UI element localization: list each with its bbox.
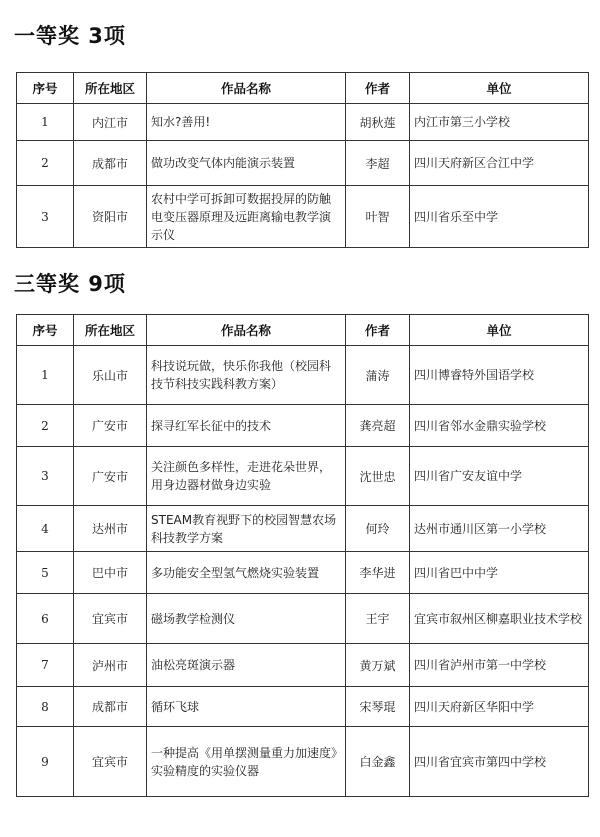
header-work: 作品名称 (147, 73, 346, 104)
header-work: 作品名称 (147, 315, 346, 346)
cell-author: 蒲涛 (346, 346, 410, 405)
table-row (17, 447, 589, 506)
header-unit: 单位 (410, 73, 589, 104)
cell-author: 龚亮超 (346, 405, 410, 447)
cell-work: STEAM教育视野下的校园智慧农场科技教学方案 (147, 506, 346, 552)
cell-unit: 四川省广安友谊中学 (410, 447, 589, 506)
cell-author: 李超 (346, 141, 410, 186)
cell-no: 9 (17, 727, 74, 797)
cell-work: 农村中学可拆卸可数据投屏的防触电变压器原理及远距离输电教学演示仪 (147, 186, 346, 248)
cell-unit: 四川天府新区合江中学 (410, 141, 589, 186)
third-prize-title: 三等奖 9项 (14, 272, 126, 296)
cell-work: 知水?善用! (147, 104, 346, 141)
cell-region: 广安市 (74, 405, 147, 447)
first-prize-table (16, 72, 589, 248)
table-row (17, 104, 589, 141)
cell-unit: 四川省巴中中学 (410, 552, 589, 594)
cell-no: 6 (17, 594, 74, 644)
cell-region: 广安市 (74, 447, 147, 506)
cell-author: 宋琴琨 (346, 687, 410, 727)
cell-unit: 四川博睿特外国语学校 (410, 346, 589, 405)
cell-unit: 宜宾市叙州区柳嘉职业技术学校 (410, 594, 589, 644)
header-region: 所在地区 (74, 73, 147, 104)
cell-region: 资阳市 (74, 186, 147, 248)
cell-unit: 内江市第三小学校 (410, 104, 589, 141)
table-row (17, 346, 589, 405)
table-row (17, 405, 589, 447)
header-author: 作者 (346, 315, 410, 346)
header-author: 作者 (346, 73, 410, 104)
cell-work: 科技说玩做，快乐你我他（校园科技节科技实践科教方案） (147, 346, 346, 405)
header-unit: 单位 (410, 315, 589, 346)
cell-work: 关注颜色多样性，走进花朵世界，用身边器材做身边实验 (147, 447, 346, 506)
cell-no: 5 (17, 552, 74, 594)
table-row (17, 644, 589, 687)
cell-region: 宜宾市 (74, 727, 147, 797)
table-header-row (17, 315, 589, 346)
cell-work: 循环飞球 (147, 687, 346, 727)
cell-work: 磁场教学检测仪 (147, 594, 346, 644)
cell-author: 王宇 (346, 594, 410, 644)
cell-unit: 四川省邻水金鼎实验学校 (410, 405, 589, 447)
cell-region: 泸州市 (74, 644, 147, 687)
table-header-row (17, 73, 589, 104)
cell-author: 何玲 (346, 506, 410, 552)
cell-author: 黄万斌 (346, 644, 410, 687)
cell-region: 巴中市 (74, 552, 147, 594)
cell-work: 一种提高《用单摆测量重力加速度》实验精度的实验仪器 (147, 727, 346, 797)
cell-no: 2 (17, 405, 74, 447)
cell-unit: 四川省宜宾市第四中学校 (410, 727, 589, 797)
header-region: 所在地区 (74, 315, 147, 346)
cell-region: 成都市 (74, 687, 147, 727)
cell-unit: 达州市通川区第一小学校 (410, 506, 589, 552)
cell-author: 胡秋莲 (346, 104, 410, 141)
cell-region: 乐山市 (74, 346, 147, 405)
cell-author: 李华进 (346, 552, 410, 594)
table-row (17, 594, 589, 644)
cell-unit: 四川天府新区华阳中学 (410, 687, 589, 727)
table-row (17, 141, 589, 186)
header-no: 序号 (17, 73, 74, 104)
cell-author: 叶智 (346, 186, 410, 248)
cell-no: 3 (17, 186, 74, 248)
table-row (17, 186, 589, 248)
cell-author: 白金鑫 (346, 727, 410, 797)
cell-unit: 四川省乐至中学 (410, 186, 589, 248)
header-no: 序号 (17, 315, 74, 346)
cell-work: 探寻红军长征中的技术 (147, 405, 346, 447)
cell-author: 沈世忠 (346, 447, 410, 506)
cell-no: 3 (17, 447, 74, 506)
table-row (17, 727, 589, 797)
cell-unit: 四川省泸州市第一中学校 (410, 644, 589, 687)
cell-region: 成都市 (74, 141, 147, 186)
cell-work: 做功改变气体内能演示装置 (147, 141, 346, 186)
cell-no: 1 (17, 104, 74, 141)
first-prize-title: 一等奖 3项 (14, 24, 126, 48)
cell-region: 达州市 (74, 506, 147, 552)
cell-no: 7 (17, 644, 74, 687)
cell-no: 4 (17, 506, 74, 552)
cell-region: 内江市 (74, 104, 147, 141)
cell-work: 多功能安全型氢气燃烧实验装置 (147, 552, 346, 594)
cell-no: 8 (17, 687, 74, 727)
third-prize-table (16, 314, 589, 797)
table-row (17, 552, 589, 594)
cell-work: 油松亮斑演示器 (147, 644, 346, 687)
table-row (17, 687, 589, 727)
table-row (17, 506, 589, 552)
cell-no: 1 (17, 346, 74, 405)
cell-region: 宜宾市 (74, 594, 147, 644)
cell-no: 2 (17, 141, 74, 186)
